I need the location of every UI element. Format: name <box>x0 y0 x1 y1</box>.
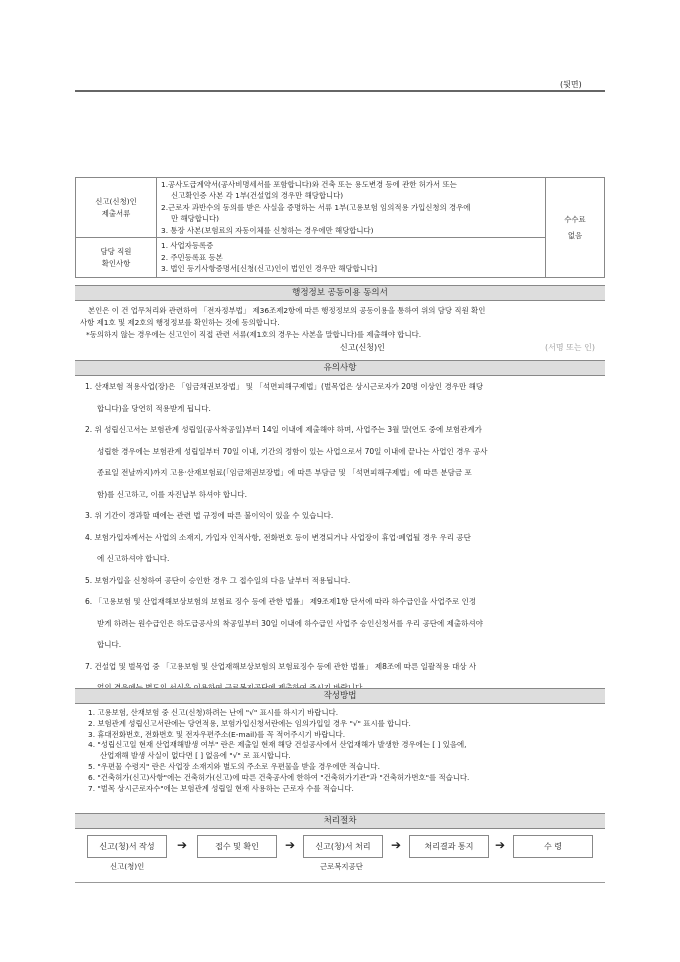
consent-line: 본인은 이 건 업무처리와 관련하여 「전자정부법」 제36조제2항에 따른 행정정보의 공동이용을 통하여 위의 담당 직원 확인 <box>88 306 486 315</box>
note-line: 6. 「고용보험 및 산업재해보상보험의 보험료 징수 등에 관한 법률」 제9조제1항 단서에 따라 하수급인을 사업주로 인정 <box>85 597 477 606</box>
note-line: 받게 하려는 원수급인은 하도급공사의 착공일부터 30일 이내에 하수급인 사업주 승인신청서를 우리 공단에 제출하셔야 <box>97 618 483 628</box>
consent-title: 행정정보 공동이용 동의서 <box>75 285 605 301</box>
process-step-handle: 신고(청)서 처리 <box>303 835 383 858</box>
note-line: 합니다)을 당연히 적용받게 됩니다. <box>97 403 211 413</box>
arrow-icon: ➔ <box>495 838 506 852</box>
howto-line: 산업재해 발생 사실이 없다면 [ ] 없음에 "√" 로 표시합니다. <box>100 751 291 761</box>
bottom-divider <box>75 882 605 883</box>
process-title: 처리절차 <box>75 813 605 829</box>
agency-role: 근로복지공단 <box>320 862 363 871</box>
fee-value: 없음 <box>567 230 583 240</box>
howto-list <box>88 708 603 794</box>
applicant-doc-line: 2.근로자 과반수의 동의를 받은 사실을 증명하는 서류 1부(고용보험 임의적용 가입신청의 경우에 <box>161 202 471 212</box>
arrow-icon: ➔ <box>285 838 296 852</box>
fee-label: 수수료 <box>564 214 586 224</box>
howto-line: 4. "성립신고일 현재 산업재해발생 여부" 란은 제출일 현재 해당 건설공사에서 산업재해가 발생한 경우에는 [ ] 있음에, <box>88 740 467 750</box>
applicant-documents-label <box>76 178 157 238</box>
process-flow <box>75 832 605 882</box>
process-step-notify: 처리결과 통지 <box>409 835 489 858</box>
applicant-role: 신고(청)인 <box>110 862 145 871</box>
note-line: 종료일 전날까지)까지 고용·산재보험료(「임금채권보장법」에 따른 부담금 및 「석면피해구제법」에 따른 분담금 포 <box>97 468 472 477</box>
fee-cell <box>546 178 605 278</box>
note-line: 5. 보험가입을 신청하여 공단이 승인한 경우 그 접수일의 다음 날부터 적용됩니다. <box>85 575 351 585</box>
consent-note: *동의하지 않는 경우에는 신고인이 직접 관련 서류(제1호의 경우는 사본을 말합니다)를 제출해야 합니다. <box>86 330 422 339</box>
applicant-doc-line: 3. 통장 사본(보험료의 자동이체를 신청하는 경우에만 해당합니다) <box>161 225 374 235</box>
back-page-label: (뒷면) <box>560 80 582 89</box>
note-line: 4. 보험가입자께서는 사업의 소재지, 가입자 인적사항, 전화번호 등이 변경되거나 사업장이 휴업·폐업될 경우 우리 공단 <box>85 532 471 542</box>
applicant-label-text: 신고(신청)인 제출서류 <box>95 196 137 218</box>
process-step-write: 신고(청)서 작성 <box>87 835 167 858</box>
howto-line: 1. 고용보험, 산재보험 중 신고(신청)하려는 난에 "√" 표시를 하시기 바랍니다. <box>88 708 339 717</box>
notes-title: 유의사항 <box>75 360 605 376</box>
notes-list <box>85 376 600 699</box>
note-line: 7. 건설업 및 벌목업 중 「고용보험 및 산업재해보상보험의 보험료징수 등에 관한 법률」 제8조에 따른 일괄적용 대상 사 <box>85 661 477 671</box>
note-line: 3. 위 기간이 경과할 때에는 관련 법 규정에 따른 불이익이 있을 수 있습니다. <box>85 511 334 520</box>
top-divider <box>75 90 605 92</box>
howto-title: 작성방법 <box>75 688 605 704</box>
applicant-doc-line: 만 해당합니다) <box>171 214 220 224</box>
howto-line: 5. "우편물 수령지" 란은 사업장 소재지와 별도의 주소로 우편물을 받을 경우에만 적습니다. <box>88 761 380 771</box>
note-line: 함)를 신고하고, 이를 자진납부 하셔야 합니다. <box>97 489 248 499</box>
howto-line: 2. 보험관계 성립신고서란에는 당연적용, 보험가입신청서란에는 임의가입일 경우 "√" 표시를 합니다. <box>88 718 411 728</box>
signature-hint: (서명 또는 인) <box>545 343 595 352</box>
applicant-doc-line: 신고확인증 사본 각 1부(건설업의 경우만 해당합니다) <box>171 191 344 201</box>
note-line: 합니다. <box>97 640 122 649</box>
howto-line: 3. 휴대전화번호, 전화번호 및 전자우편주소(E-mail)를 꼭 적어주시기 바랍니다. <box>88 729 346 739</box>
note-line: 성립한 경우에는 보험관계 성립일부터 70일 이내, 기간의 정함이 있는 사업으로서 70일 이내에 끝나는 사업인 경우 공사 <box>97 446 488 456</box>
note-line: 에 신고하셔야 합니다. <box>97 554 170 563</box>
note-line: 1. 산재보험 적용사업(장)은 「임금채권보장법」 및 「석면피해구제법」(벌목업은 상시근로자가 20명 이상인 경우만 해당 <box>85 382 484 391</box>
arrow-icon: ➔ <box>391 838 402 852</box>
official-check-line: 2. 주민등록표 등본 <box>161 252 223 262</box>
official-check-label <box>76 238 157 278</box>
required-documents-table <box>75 177 605 278</box>
official-check-list <box>157 238 546 278</box>
official-check-line: 3. 법인 등기사항증명서[신청(신고)인이 법인인 경우만 해당합니다] <box>161 264 377 274</box>
applicant-documents-list <box>157 178 546 238</box>
official-label-text: 담당 직원 확인사항 <box>100 246 132 268</box>
applicant-doc-line: 1.공사도급계약서(공사비명세서를 포함합니다)와 건축 또는 용도변경 등에 관한 허가서 또는 <box>161 180 457 189</box>
signer-label: 신고(신청)인 <box>340 343 385 352</box>
note-line: 2. 위 성립신고서는 보험관계 성립일(공사착공일)부터 14일 이내에 제출해야 하며, 사업주는 3월 말(연도 중에 보험관계가 <box>85 425 482 434</box>
arrow-icon: ➔ <box>177 838 188 852</box>
howto-line: 6. "건축허가(신고)사항"에는 건축허가(신고)에 따른 건축공사에 한하여 "건축허가기관"과 "건축허가번호"를 적습니다. <box>88 772 470 782</box>
consent-line: 사항 제1호 및 제2호의 행정정보를 확인하는 것에 동의합니다. <box>80 318 280 327</box>
howto-line: 7. "벌목 상시근로자수"에는 보험관계 성립일 현재 사용하는 근로자 수를 적습니다. <box>88 783 354 793</box>
consent-text <box>80 305 600 341</box>
official-check-line: 1. 사업자등록증 <box>161 241 214 251</box>
process-step-collect: 수 령 <box>513 835 593 858</box>
process-step-receive: 접수 및 확인 <box>197 835 277 858</box>
